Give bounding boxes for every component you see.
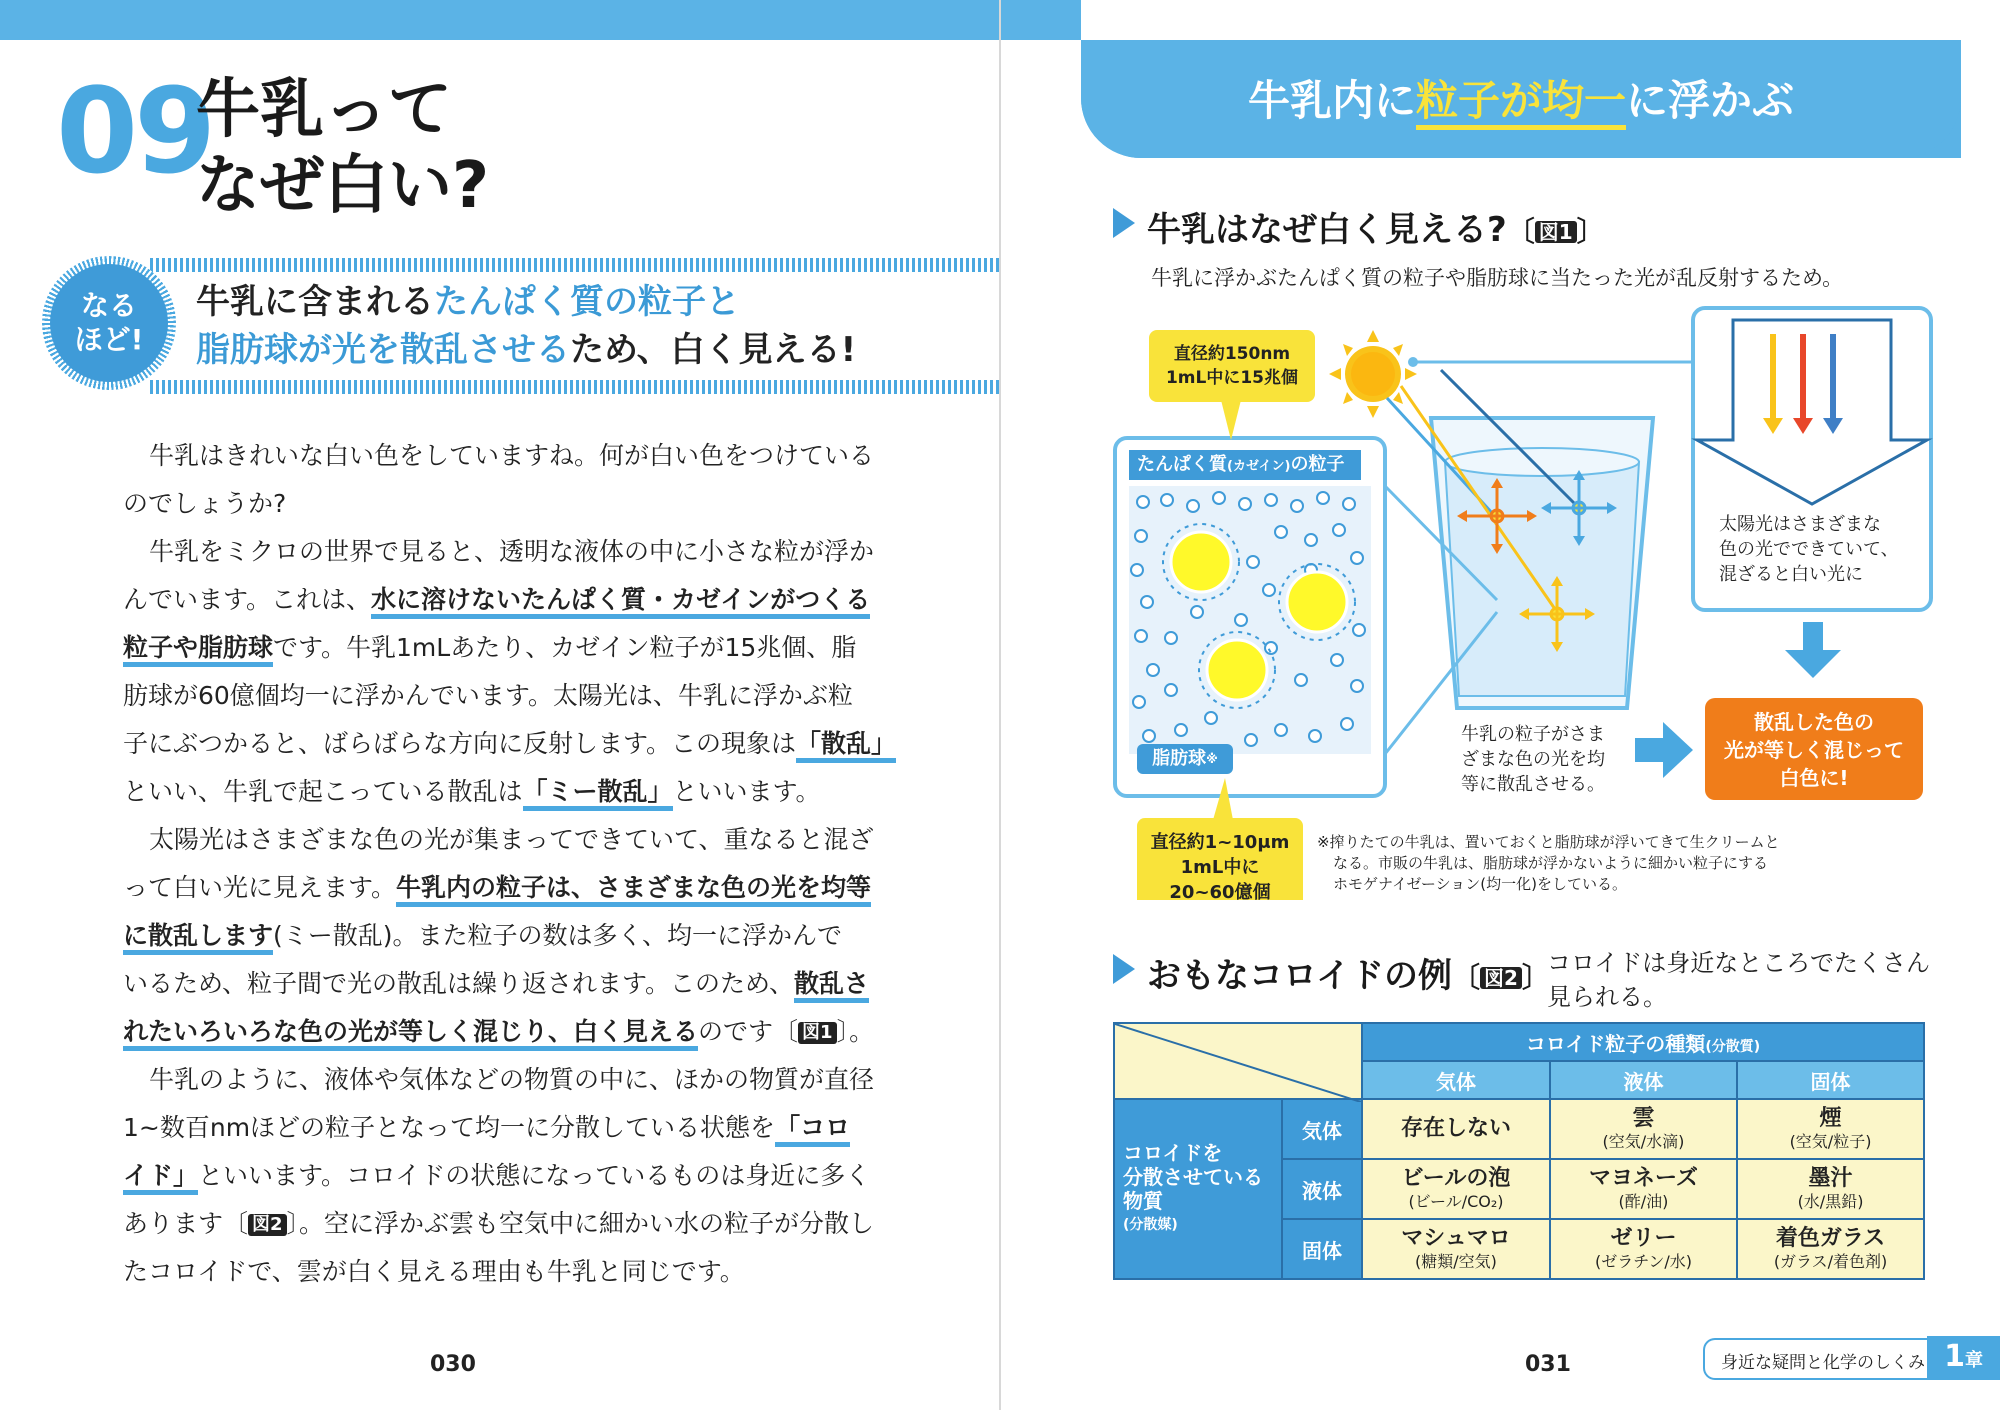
table-cell: 煙 (空気/粒子) xyxy=(1737,1099,1924,1159)
row-group-header: コロイドを 分散させている 物質 (分散媒) xyxy=(1114,1099,1282,1279)
fig2-ref: 図2 xyxy=(248,1214,287,1236)
fig2-desc: コロイドは身近なところでたくさん 見られる。 xyxy=(1547,949,1931,1011)
page-number-right: 031 xyxy=(1525,1352,1571,1377)
table-cell: 雲 (空気/水滴) xyxy=(1550,1099,1737,1159)
col-header: 液体 xyxy=(1550,1061,1737,1099)
col-header: 固体 xyxy=(1737,1061,1924,1099)
page-number-left: 030 xyxy=(430,1352,476,1377)
callout-casein: 直径約150nm 1mL中に15兆個 xyxy=(1165,344,1299,388)
glass-caption: 牛乳の粒子がさま ざまな色の光を均 等に散乱させる。 xyxy=(1461,724,1605,795)
particle-label: たんぱく質(カゼイン)の粒子 xyxy=(1129,450,1361,480)
row-header: 気体 xyxy=(1282,1099,1362,1159)
fig2-heading: おもなコロイドの例〔 図2 〕 xyxy=(1147,956,1550,996)
summary: 牛乳に含まれるたんぱく質の粒子と 脂肪球が光を散乱させるため、白く見える! xyxy=(196,282,857,370)
sun-caption: 太陽光はさまざまな 色の光でできていて、 混ざると白い光に xyxy=(1719,514,1899,585)
table-cell: 存在しない xyxy=(1362,1099,1550,1159)
col-group-header: コロイド粒子の種類(分散質) xyxy=(1362,1023,1924,1061)
fig1-ref: 図1 xyxy=(798,1022,837,1044)
page-title: 牛乳って なぜ白い? xyxy=(196,73,490,223)
table-cell: マシュマロ (糖類/空気) xyxy=(1362,1219,1550,1279)
stripe-top xyxy=(150,258,1000,272)
table-cell: 墨汁 (水/黒鉛) xyxy=(1737,1159,1924,1219)
right-page xyxy=(1001,0,2000,1410)
table-cell: ゼリー (ゼラチン/水) xyxy=(1550,1219,1737,1279)
heading-marker-icon xyxy=(1113,954,1135,984)
stripe-bottom xyxy=(150,380,1000,394)
fig1-note: ※搾りたての牛乳は、置いておくと脂肪球が浮いてきて生クリームと なる。市販の牛乳は、脂肪球が浮かないように細かい粒子にする ホモゲナイゼーション(均一化)をしている。 xyxy=(1317,833,1780,893)
result-box: 散乱した色の 光が等しく混じって 白色に! xyxy=(1724,710,1904,790)
fat-label: 脂肪球※ xyxy=(1137,744,1233,774)
naruhodo-badge: なる ほど! xyxy=(42,256,176,390)
row-header: 液体 xyxy=(1282,1159,1362,1219)
body-text: 牛乳はきれいな白い色をしていますね。何が白い色をつけている のでしょうか? 牛乳をミクロの世界で見ると、透明な液体の中に小さな粒が浮か んでいます。これは、水に溶けないたんぱく質・カゼインがつくる 粒子や脂肪球です。牛乳1mLあたり、カゼイン粒子が15兆個、脂 肪球が60億個均一に浮かんでいます。太陽光は、牛乳に浮かぶ粒 子にぶつかると、ばらばらな方向に反射します。この現象は「散乱」 といい、牛乳で起こっている散乱は「ミー散乱」といいます。 太陽光はさまざまな色の光が集まってできていて、重なると混ざ って白い光に見えます。牛乳内の粒子は、さまざまな色の光を均等 に散乱します(ミー散乱)。また粒子の数は多く、均一に浮かんで いるため、粒子間で光の散乱は繰り返されます。このため、散乱さ れたいろいろな色の光が等しく混じり、白く見えるのです〔 図1 〕。 牛乳のように、液体や気体などの物質の中に、ほかの物質が直径 1~数百nmほどの粒子となって均一に分散している状態を「コロ イド」といいます。コロイドの状態になっているものは身近に多く あります〔 図2 〕。空に浮かぶ雲も空気中に細かい水の粒子が分散し たコロイドで、雲が白く見える理由も牛乳と同じです。 xyxy=(123,441,897,1286)
corner-cell xyxy=(1114,1023,1362,1099)
row-header: 固体 xyxy=(1282,1219,1362,1279)
chapter-tab: 身近な疑問と化学のしくみ 1章 xyxy=(1703,1338,2000,1380)
colloid-table xyxy=(1113,1022,1925,1280)
callout-fat: 直径約1~10μm 1mL中に 20~60億個 xyxy=(1150,832,1290,903)
table-cell: 着色ガラス (ガラス/着色剤) xyxy=(1737,1219,1924,1279)
heading-marker-icon xyxy=(1113,208,1135,238)
table-cell: マヨネーズ (酢/油) xyxy=(1550,1159,1737,1219)
fig1-subtitle: 牛乳に浮かぶたんぱく質の粒子や脂肪球に当たった光が乱反射するため。 xyxy=(1151,266,1844,290)
table-cell: ビールの泡 (ビール/CO₂) xyxy=(1362,1159,1550,1219)
banner-title: 牛乳内に粒子が均一に浮かぶ xyxy=(1081,68,1961,128)
topic-number: 09 xyxy=(56,62,213,200)
fig1-heading: 牛乳はなぜ白く見える?〔 図1 〕 xyxy=(1147,210,1605,250)
chapter-number: 1章 xyxy=(1927,1336,2000,1378)
top-band xyxy=(0,0,1000,40)
col-header: 気体 xyxy=(1362,1061,1550,1099)
